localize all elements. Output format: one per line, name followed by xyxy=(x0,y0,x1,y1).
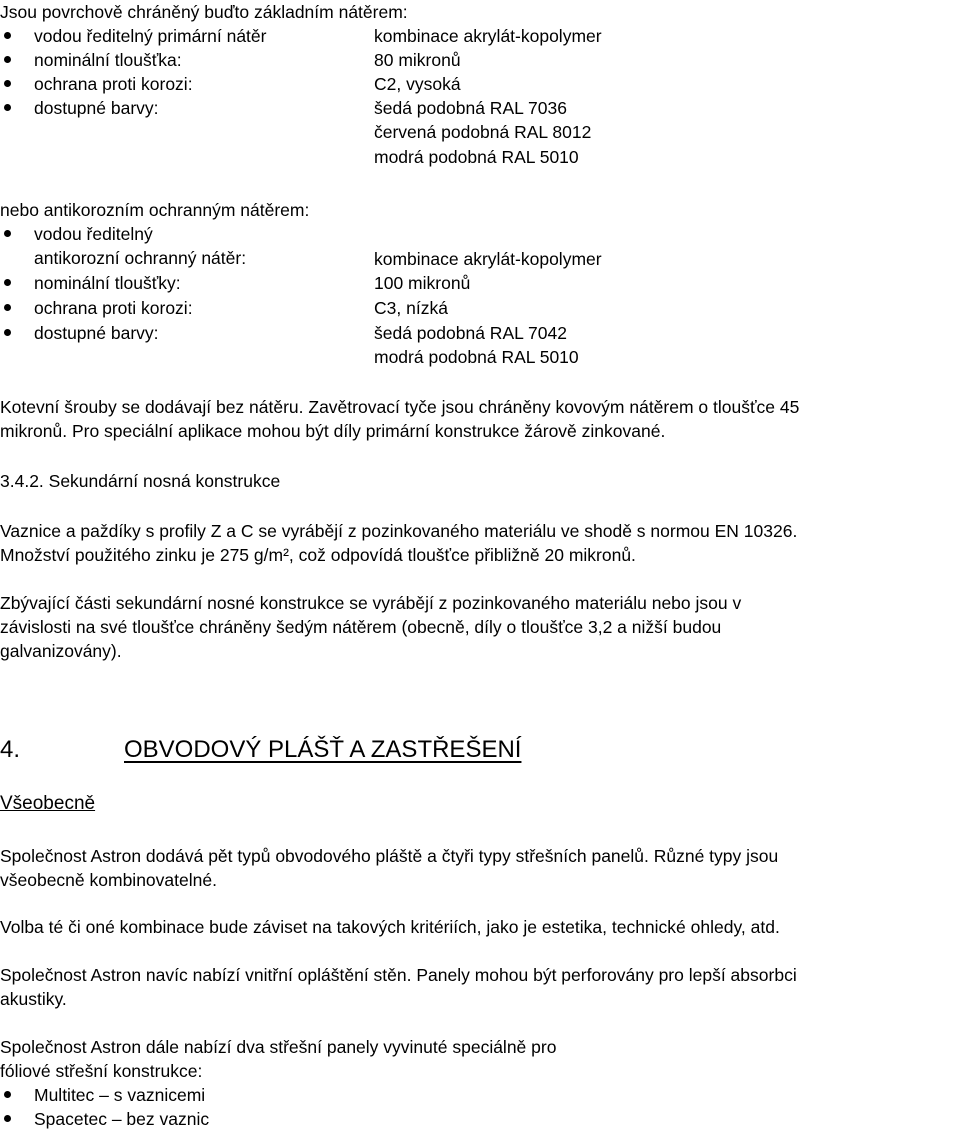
paragraph-line: Množství použitého zinku je 275 g/m², což odpovídá tloušťce přibližně 20 mikronů. xyxy=(0,545,636,565)
bullet-icon xyxy=(4,80,11,87)
bullet-icon xyxy=(4,1115,11,1122)
paragraph-line: závislosti na své tloušťce chráněny šedým nátěrem (obecně, díly o tloušťce 3,2 a nižší budou xyxy=(0,617,722,637)
section-heading: 3.4.2. Sekundární nosná konstrukce xyxy=(0,471,281,491)
paragraph-line: Volba té či oné kombinace bude záviset na takových kritériích, jako je estetika, technické ohledy, atd. xyxy=(0,917,780,937)
chapter-title: OBVODOVÝ PLÁŠŤ A ZASTŘEŠENÍ xyxy=(124,736,522,763)
row-value: kombinace akrylát-kopolymer xyxy=(374,249,602,269)
row-label: ochrana proti korozi: xyxy=(34,74,193,94)
bullet-icon xyxy=(4,32,11,39)
paragraph-line: Společnost Astron dodává pět typů obvodového pláště a čtyři typy střešních panelů. Různé typy jsou xyxy=(0,846,779,866)
bullet-icon xyxy=(4,1091,11,1098)
row-value: šedá podobná RAL 7036 xyxy=(374,98,567,118)
row-label: nominální tloušťka: xyxy=(34,50,182,70)
row-value: C3, nízká xyxy=(374,298,448,318)
row-label: vodou ředitelný primární nátěr xyxy=(34,26,267,46)
row-label: dostupné barvy: xyxy=(34,323,159,343)
paragraph-line: akustiky. xyxy=(0,989,67,1009)
list-item-label: Spacetec – bez vaznic xyxy=(34,1109,210,1129)
bullet-icon xyxy=(4,56,11,63)
bullet-icon xyxy=(4,329,11,336)
row-label: vodou ředitelný xyxy=(34,224,153,244)
row-label: dostupné barvy: xyxy=(34,98,159,118)
row-value: 100 mikronů xyxy=(374,273,471,293)
coating-intro: Jsou povrchově chráněný buďto základním nátěrem: xyxy=(0,2,408,22)
row-label: nominální tloušťky: xyxy=(34,273,181,293)
row-label-cont: antikorozní ochranný nátěr: xyxy=(34,248,247,268)
paragraph-line: Společnost Astron dále nabízí dva střešní panely vyvinuté speciálně pro xyxy=(0,1037,557,1057)
color-option: červená podobná RAL 8012 xyxy=(374,122,592,142)
row-value: kombinace akrylát-kopolymer xyxy=(374,26,602,46)
color-option: modrá podobná RAL 5010 xyxy=(374,147,579,167)
coating-intro-alt: nebo antikorozním ochranným nátěrem: xyxy=(0,200,310,220)
paragraph-line: všeobecně kombinovatelné. xyxy=(0,870,217,890)
list-item-label: Multitec – s vaznicemi xyxy=(34,1085,206,1105)
row-value: šedá podobná RAL 7042 xyxy=(374,323,567,343)
subsection-heading: Všeobecně xyxy=(0,793,96,814)
row-value: C2, vysoká xyxy=(374,74,461,94)
paragraph-line: Vaznice a paždíky s profily Z a C se vyrábějí z pozinkovaného materiálu ve shodě s normou EN 10326. xyxy=(0,521,798,541)
chapter-number: 4. xyxy=(0,736,21,763)
row-value: 80 mikronů xyxy=(374,50,461,70)
paragraph-line: Společnost Astron navíc nabízí vnitřní opláštění stěn. Panely mohou být perforovány pro lepší absorbci xyxy=(0,965,797,985)
bullet-icon xyxy=(4,230,11,237)
color-option: modrá podobná RAL 5010 xyxy=(374,347,579,367)
bullet-icon xyxy=(4,279,11,286)
paragraph-line: Kotevní šrouby se dodávají bez nátěru. Zavětrovací tyče jsou chráněny kovovým nátěrem o tloušťce 45 xyxy=(0,397,800,417)
row-label: ochrana proti korozi: xyxy=(34,298,193,318)
bullet-icon xyxy=(4,304,11,311)
paragraph-line: galvanizovány). xyxy=(0,641,122,661)
paragraph-line: fóliové střešní konstrukce: xyxy=(0,1061,203,1081)
paragraph-line: mikronů. Pro speciální aplikace mohou být díly primární konstrukce žárově zinkované. xyxy=(0,421,666,441)
bullet-icon xyxy=(4,104,11,111)
paragraph-line: Zbývající části sekundární nosné konstrukce se vyrábějí z pozinkovaného materiálu nebo jsou v xyxy=(0,593,742,613)
